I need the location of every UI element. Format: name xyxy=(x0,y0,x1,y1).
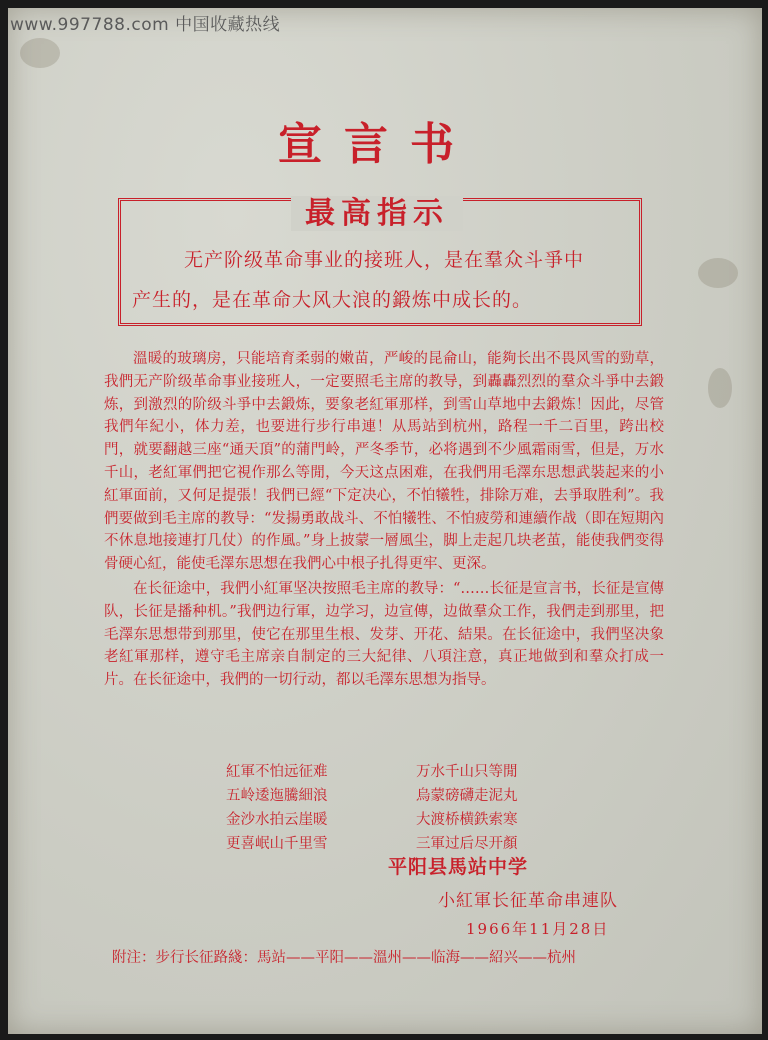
poem-line: 更喜岷山千里雪 xyxy=(226,836,328,852)
directive-line-1: 无产阶级革命事业的接班人，是在羣众斗爭中 xyxy=(184,249,585,271)
signature-team: 小紅軍长征革命串連队 xyxy=(438,891,618,911)
directive-heading: 最高指示 xyxy=(291,196,463,231)
poem-row xyxy=(226,760,606,784)
poem-line: 三軍过后尽开顏 xyxy=(416,836,518,852)
signature-school: 平阳县馬站中学 xyxy=(388,856,529,878)
poem-line: 万水千山只等閒 xyxy=(416,764,518,780)
poem-line: 紅軍不怕远征难 xyxy=(226,764,328,780)
watermark: www.997788.com 中国收藏热线 xyxy=(10,15,281,35)
paragraph-2: 在长征途中，我們小紅軍坚决按照毛主席的教导：“……长征是宣言书，长征是宣傳队，长征是播种机。”我們边行軍，边学习，边宣傳，边做羣众工作，我們走到那里，把毛澤东思想带到那里，使它在那里生根、发芽、开花、結果。在长征途中，我們坚决象老紅軍那样，遵守毛主席亲自制定的三大紀律、八項注意，真正地做到和羣众打成一片。在长征途中，我們的一切行动，都以毛澤东思想为指导。 xyxy=(104,580,664,689)
signature-date: 1966年11月28日 xyxy=(466,920,610,938)
poem-line: 金沙水拍云崖暖 xyxy=(226,812,328,828)
directive-line-2: 产生的，是在革命大风大浪的鍛炼中成长的。 xyxy=(132,289,533,311)
stain xyxy=(698,258,738,288)
route-note: 附注：步行长征路綫：馬站——平阳——溫州——临海——紹兴——杭州 xyxy=(112,950,576,966)
stain xyxy=(708,368,732,408)
directive-text xyxy=(124,240,630,320)
poem-line: 五岭逶迤騰細浪 xyxy=(226,788,328,804)
poem-row xyxy=(226,808,606,832)
body-text xyxy=(104,348,664,692)
poem-line: 烏蒙磅礴走泥丸 xyxy=(416,788,518,804)
paragraph-1: 溫暖的玻璃房，只能培育柔弱的嫩苗，严峻的昆侖山，能夠长出不畏风雪的勁草，我們无产阶级革命事业接班人，一定要照毛主席的教导，到轟轟烈烈的羣众斗爭中去鍛炼，到激烈的阶级斗爭中去鍛炼，要象老紅軍那样，到雪山草地中去鍛炼！因此，尽管我們年紀小，体力差，也要进行步行串連！从馬站到杭州，路程一千二百里，跨出校門，就要翻越三座“通天頂”的蒲門岭，严冬季节，必将遇到不少風霜雨雪，但是，万水千山，老紅軍們把它視作那么等閒，今天这点困难，在我們用毛澤东思想武裝起来的小紅軍面前，又何足提張！我們已經“下定决心，不怕犧牲，排除万难，去爭取胜利”。我們要做到毛主席的教导：“发揚勇敢战斗、不怕犧牲、不怕疲勞和連續作战（即在短期內不休息地接連打几仗）的作風。”身上披蒙一層風尘，脚上走起几块老茧，能使我們变得骨硬心紅，能使毛澤东思想在我們心中根子扎得更牢、更深。 xyxy=(104,351,664,573)
poem xyxy=(226,760,606,856)
stain xyxy=(20,38,60,68)
poem-row xyxy=(226,784,606,808)
document-title: 宣言书 xyxy=(278,119,476,170)
poem-line: 大渡桥横鉄索寒 xyxy=(416,812,518,828)
directive-heading-wrap xyxy=(0,188,754,232)
